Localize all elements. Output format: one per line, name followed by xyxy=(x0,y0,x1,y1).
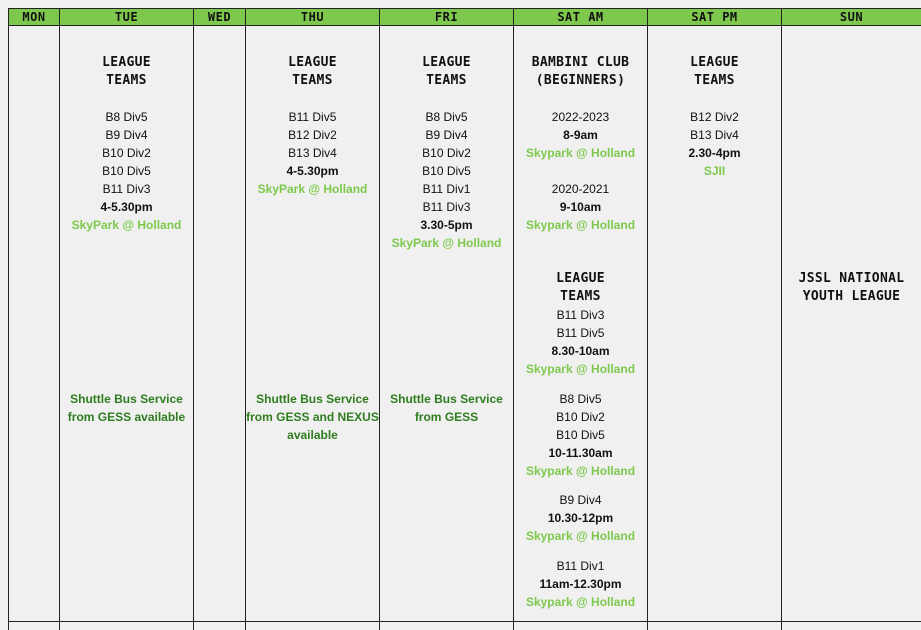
header-sun: SUN xyxy=(782,9,921,25)
bambini-years: 2020-2021 xyxy=(551,182,610,196)
session-location: Skypark @ Holland xyxy=(525,362,636,376)
fri-team: B11 Div1 xyxy=(422,182,471,196)
thu-shuttle-line: available xyxy=(287,428,338,442)
thu-shuttle-line: from GESS and NEXUS xyxy=(246,410,379,424)
thu-league-block xyxy=(246,54,379,198)
column-mon xyxy=(9,26,60,630)
bambini-time: 9-10am xyxy=(559,200,602,214)
column-sat-am xyxy=(514,26,648,630)
sun-league-block xyxy=(782,270,921,306)
bambini-location: Skypark @ Holland xyxy=(525,146,636,160)
day-header-row xyxy=(9,8,921,26)
tue-team: B11 Div3 xyxy=(102,182,151,196)
thu-time: 4-5.30pm xyxy=(286,164,339,178)
fri-time: 3.30-5pm xyxy=(420,218,473,232)
session-location: Skypark @ Holland xyxy=(525,595,636,609)
tue-team: B10 Div5 xyxy=(102,164,151,178)
tue-team: B8 Div5 xyxy=(105,110,148,124)
bambini-years: 2022-2023 xyxy=(551,110,610,124)
thu-team: B12 Div2 xyxy=(288,128,337,142)
table-bottom-border xyxy=(9,621,921,622)
sat-pm-time: 2.30-4pm xyxy=(688,146,741,160)
tue-location: SkyPark @ Holland xyxy=(71,218,182,232)
tue-team: B10 Div2 xyxy=(102,146,151,160)
column-tue xyxy=(60,26,194,630)
thu-location: SkyPark @ Holland xyxy=(257,182,368,196)
header-sat-pm: SAT PM xyxy=(648,9,782,25)
header-sat-am: SAT AM xyxy=(514,9,648,25)
thu-shuttle-note xyxy=(246,390,379,444)
fri-team: B10 Div5 xyxy=(422,164,471,178)
thu-team: B13 Div4 xyxy=(288,146,337,160)
tue-time: 4-5.30pm xyxy=(100,200,153,214)
thu-team: B11 Div5 xyxy=(288,110,337,124)
session-team: B8 Div5 xyxy=(559,392,602,406)
session-team: B9 Div4 xyxy=(559,493,602,507)
column-wed xyxy=(194,26,246,630)
sat-pm-team: B13 Div4 xyxy=(690,128,739,142)
sat-am-league-title-line1: LEAGUE xyxy=(556,271,605,286)
fri-league-block xyxy=(380,54,513,252)
thu-shuttle-line: Shuttle Bus Service xyxy=(256,392,369,406)
column-sun xyxy=(782,26,921,630)
session-team: B11 Div3 xyxy=(556,308,605,322)
bambini-time: 8-9am xyxy=(563,128,598,142)
tue-team: B9 Div4 xyxy=(105,128,148,142)
column-thu xyxy=(246,26,380,630)
sat-pm-league-block xyxy=(648,54,781,180)
fri-team: B8 Div5 xyxy=(425,110,468,124)
thu-title-line1: LEAGUE xyxy=(288,55,337,70)
session-team: B11 Div1 xyxy=(556,559,605,573)
header-fri: FRI xyxy=(380,9,514,25)
fri-location: SkyPark @ Holland xyxy=(391,236,502,250)
header-tue: TUE xyxy=(60,9,194,25)
schedule-table xyxy=(8,8,921,630)
header-thu: THU xyxy=(246,9,380,25)
tue-title-line2: TEAMS xyxy=(106,73,147,88)
column-sat-pm xyxy=(648,26,782,630)
sat-am-league-title-line2: TEAMS xyxy=(560,289,601,304)
sat-pm-title-line2: TEAMS xyxy=(694,73,735,88)
bambini-location: Skypark @ Holland xyxy=(525,218,636,232)
sat-am-bambini-block xyxy=(514,54,647,234)
session-team: B10 Div2 xyxy=(556,410,605,424)
header-mon: MON xyxy=(9,9,60,25)
bambini-title-line1: BAMBINI CLUB xyxy=(531,55,630,70)
fri-title-line2: TEAMS xyxy=(426,73,467,88)
tue-shuttle-line: Shuttle Bus Service xyxy=(70,392,183,406)
fri-team: B9 Div4 xyxy=(425,128,468,142)
bambini-title-line2: (BEGINNERS) xyxy=(535,73,626,88)
tue-shuttle-line: from GESS available xyxy=(67,410,186,424)
sat-pm-title-line1: LEAGUE xyxy=(690,55,739,70)
fri-team: B11 Div3 xyxy=(422,200,471,214)
session-time: 8.30-10am xyxy=(551,344,610,358)
session-team: B11 Div5 xyxy=(556,326,605,340)
tue-league-block xyxy=(60,54,193,234)
session-time: 10-11.30am xyxy=(548,446,613,460)
sat-pm-location: SJII xyxy=(703,164,726,178)
fri-shuttle-line: from GESS xyxy=(414,410,479,424)
tue-shuttle-note xyxy=(60,390,193,426)
fri-shuttle-note xyxy=(380,390,513,426)
sun-title-line1: JSSL NATIONAL xyxy=(798,271,905,286)
thu-title-line2: TEAMS xyxy=(292,73,333,88)
session-location: Skypark @ Holland xyxy=(525,464,636,478)
sat-pm-team: B12 Div2 xyxy=(690,110,739,124)
tue-title-line1: LEAGUE xyxy=(102,55,151,70)
column-fri xyxy=(380,26,514,630)
header-wed: WED xyxy=(194,9,246,25)
session-team: B10 Div5 xyxy=(556,428,605,442)
fri-team: B10 Div2 xyxy=(422,146,471,160)
sun-title-line2: YOUTH LEAGUE xyxy=(802,289,901,304)
session-time: 10.30-12pm xyxy=(547,511,614,525)
fri-shuttle-line: Shuttle Bus Service xyxy=(390,392,503,406)
sat-am-league-block xyxy=(514,270,647,611)
session-location: Skypark @ Holland xyxy=(525,529,636,543)
session-time: 11am-12.30pm xyxy=(539,577,622,591)
fri-title-line1: LEAGUE xyxy=(422,55,471,70)
